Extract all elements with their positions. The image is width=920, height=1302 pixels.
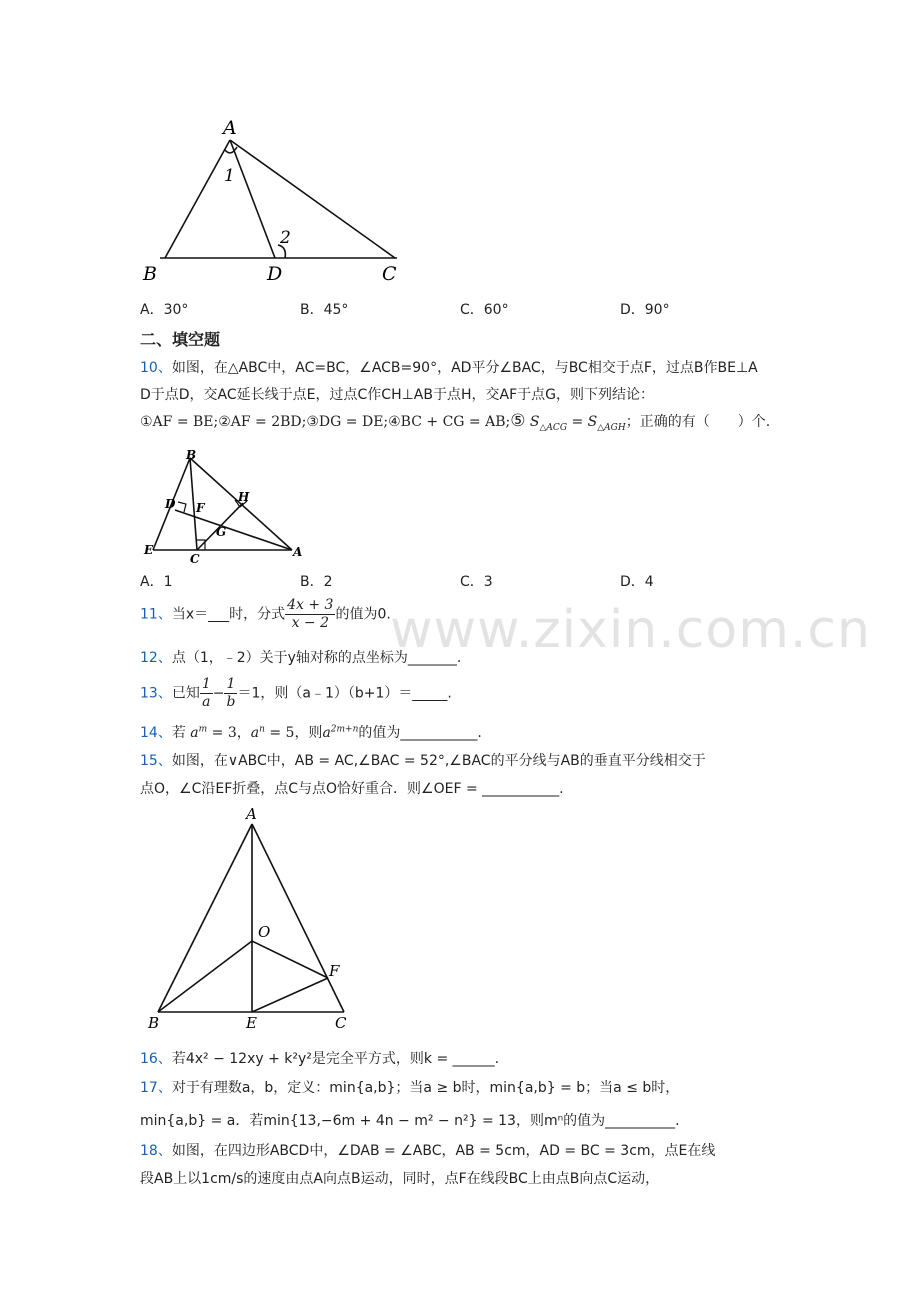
question-number: 10、 <box>140 360 172 376</box>
q17-line2: min{a,b} = a．若min{13,−6m + 4n − m² − n²} = 13，则mⁿ的值为__________. <box>140 1113 680 1129</box>
q16 <box>140 1048 499 1068</box>
q14 <box>140 722 482 742</box>
q14-p2: ，则 <box>294 725 323 741</box>
label-A: A <box>223 117 237 139</box>
label-C: C <box>382 263 397 285</box>
question-number: 15、 <box>140 753 172 769</box>
option-d[interactable]: D．90° <box>620 302 670 318</box>
q10-circle-5: ⑤ <box>510 411 526 431</box>
q13-post: ＝1，则（a﹣1）（b+1）＝_____. <box>237 685 452 702</box>
label-angle-1: 1 <box>224 166 235 186</box>
q14-expr-3: $a^{2m+n}$ <box>322 724 359 741</box>
q18-text-1: 如图，在四边形ABCD中，∠DAB = ∠ABC，AB = 5cm，AD = BC = 3cm，点E在线 <box>171 1143 716 1159</box>
fig10-label-G: G <box>216 525 227 539</box>
option-a[interactable]: A．30° <box>140 302 189 318</box>
label-B: B <box>143 263 157 285</box>
figure-q15 <box>140 800 360 1035</box>
option-a[interactable]: A．1 <box>140 574 173 590</box>
fig15-label-E: E <box>246 1014 257 1032</box>
q14-expr-1: $a^m = 3$ <box>190 724 237 741</box>
question-number: 17、 <box>140 1080 172 1096</box>
fig10-label-A: A <box>293 545 303 559</box>
fig10-label-F: F <box>196 501 205 515</box>
q10-line1 <box>140 357 758 377</box>
q10-text-1: 如图，在△ABC中，AC=BC，∠ACB=90°，AD平分∠BAC，与BC相交于点F，过点B作BE⊥A <box>171 360 758 376</box>
label-angle-2: 2 <box>280 228 291 248</box>
q13 <box>140 676 452 711</box>
q12 <box>140 647 461 667</box>
q13-minus: − <box>212 685 225 702</box>
question-number: 11、 <box>140 606 172 623</box>
q18-line2: 段AB上以1cm/s的速度由点A向点B运动，同时，点F在线段BC上由点B向点C运动， <box>140 1171 660 1187</box>
q18-line1 <box>140 1140 715 1160</box>
option-b[interactable]: B．2 <box>300 574 333 590</box>
fig10-label-C: C <box>190 552 200 566</box>
q13-pre: 已知 <box>171 685 200 702</box>
question-number: 16、 <box>140 1051 172 1067</box>
q10-area-eq: $S_{\triangle ACG} = S_{\triangle AGH}$ <box>529 414 626 433</box>
section-title: 二、填空题 <box>140 330 221 349</box>
q14-sep: ， <box>236 725 251 741</box>
fig15-label-B: B <box>148 1014 160 1032</box>
q10-line2: D于点D，交AC延长线于点E，过点C作CH⊥AB于点H，交AF于点G，则下列结论： <box>140 387 654 403</box>
q13-frac-2: $\frac{1}{b}$ <box>226 676 236 710</box>
fig10-label-E: E <box>144 543 154 557</box>
q17-text-1: 对于有理数a，b，定义：min{a,b}；当a ≥ b时，min{a,b} = b；当a ≤ b时， <box>171 1080 680 1096</box>
fig15-label-C: C <box>335 1014 347 1032</box>
q15-line2: 点O，∠C沿EF折叠，点C与点O恰好重合．则∠OEF = ___________. <box>140 781 564 797</box>
fig10-label-B: B <box>186 448 197 462</box>
option-d[interactable]: D．4 <box>620 574 654 590</box>
fig15-label-O: O <box>258 923 271 941</box>
figure-q9-triangle <box>135 115 410 285</box>
fig15-label-A: A <box>246 805 257 823</box>
q11-fraction: $\frac{4x + 3}{x - 2}$ <box>287 597 334 631</box>
label-D: D <box>267 263 283 285</box>
question-number: 18、 <box>140 1143 172 1159</box>
fig10-label-H: H <box>238 490 250 504</box>
fig10-label-D: D <box>165 497 176 511</box>
option-c[interactable]: C．60° <box>460 302 509 318</box>
watermark: www.zixin.com.cn <box>390 600 871 660</box>
q17-line1 <box>140 1077 679 1097</box>
q16-text: 若4x² − 12xy + k²y²是完全平方式，则k = ______. <box>171 1051 500 1067</box>
q10-line3 <box>140 411 770 433</box>
q11 <box>140 597 391 632</box>
figure-q10 <box>140 448 310 566</box>
fig15-label-F: F <box>329 962 340 980</box>
q12-text: 点（1，﹣2）关于y轴对称的点坐标为_______. <box>171 650 462 666</box>
option-b[interactable]: B．45° <box>300 302 349 318</box>
q15-line1 <box>140 750 706 770</box>
option-c[interactable]: C．3 <box>460 574 493 590</box>
question-number: 14、 <box>140 725 172 741</box>
q14-p3: 的值为___________. <box>358 725 482 741</box>
q10-conclusions: ①AF = BE;②AF = 2BD;③DG = DE;④BC + CG = AB; <box>140 414 511 430</box>
q15-text-1: 如图，在∨ABC中，AB = AC,∠BAC = 52°,∠BAC的平分线与AB的垂直平分线相交于 <box>171 753 706 769</box>
q11-post: 的值为0. <box>335 606 391 623</box>
q14-expr-2: $a^n = 5$ <box>250 724 295 741</box>
q10-tail: ；正确的有（ ）个. <box>625 414 771 430</box>
q14-p1: 若 <box>171 725 186 741</box>
question-number: 13、 <box>140 685 172 702</box>
question-number: 12、 <box>140 650 172 666</box>
q13-frac-1: $\frac{1}{a}$ <box>201 676 211 710</box>
q11-pre: 当x＝___时，分式 <box>171 606 286 623</box>
